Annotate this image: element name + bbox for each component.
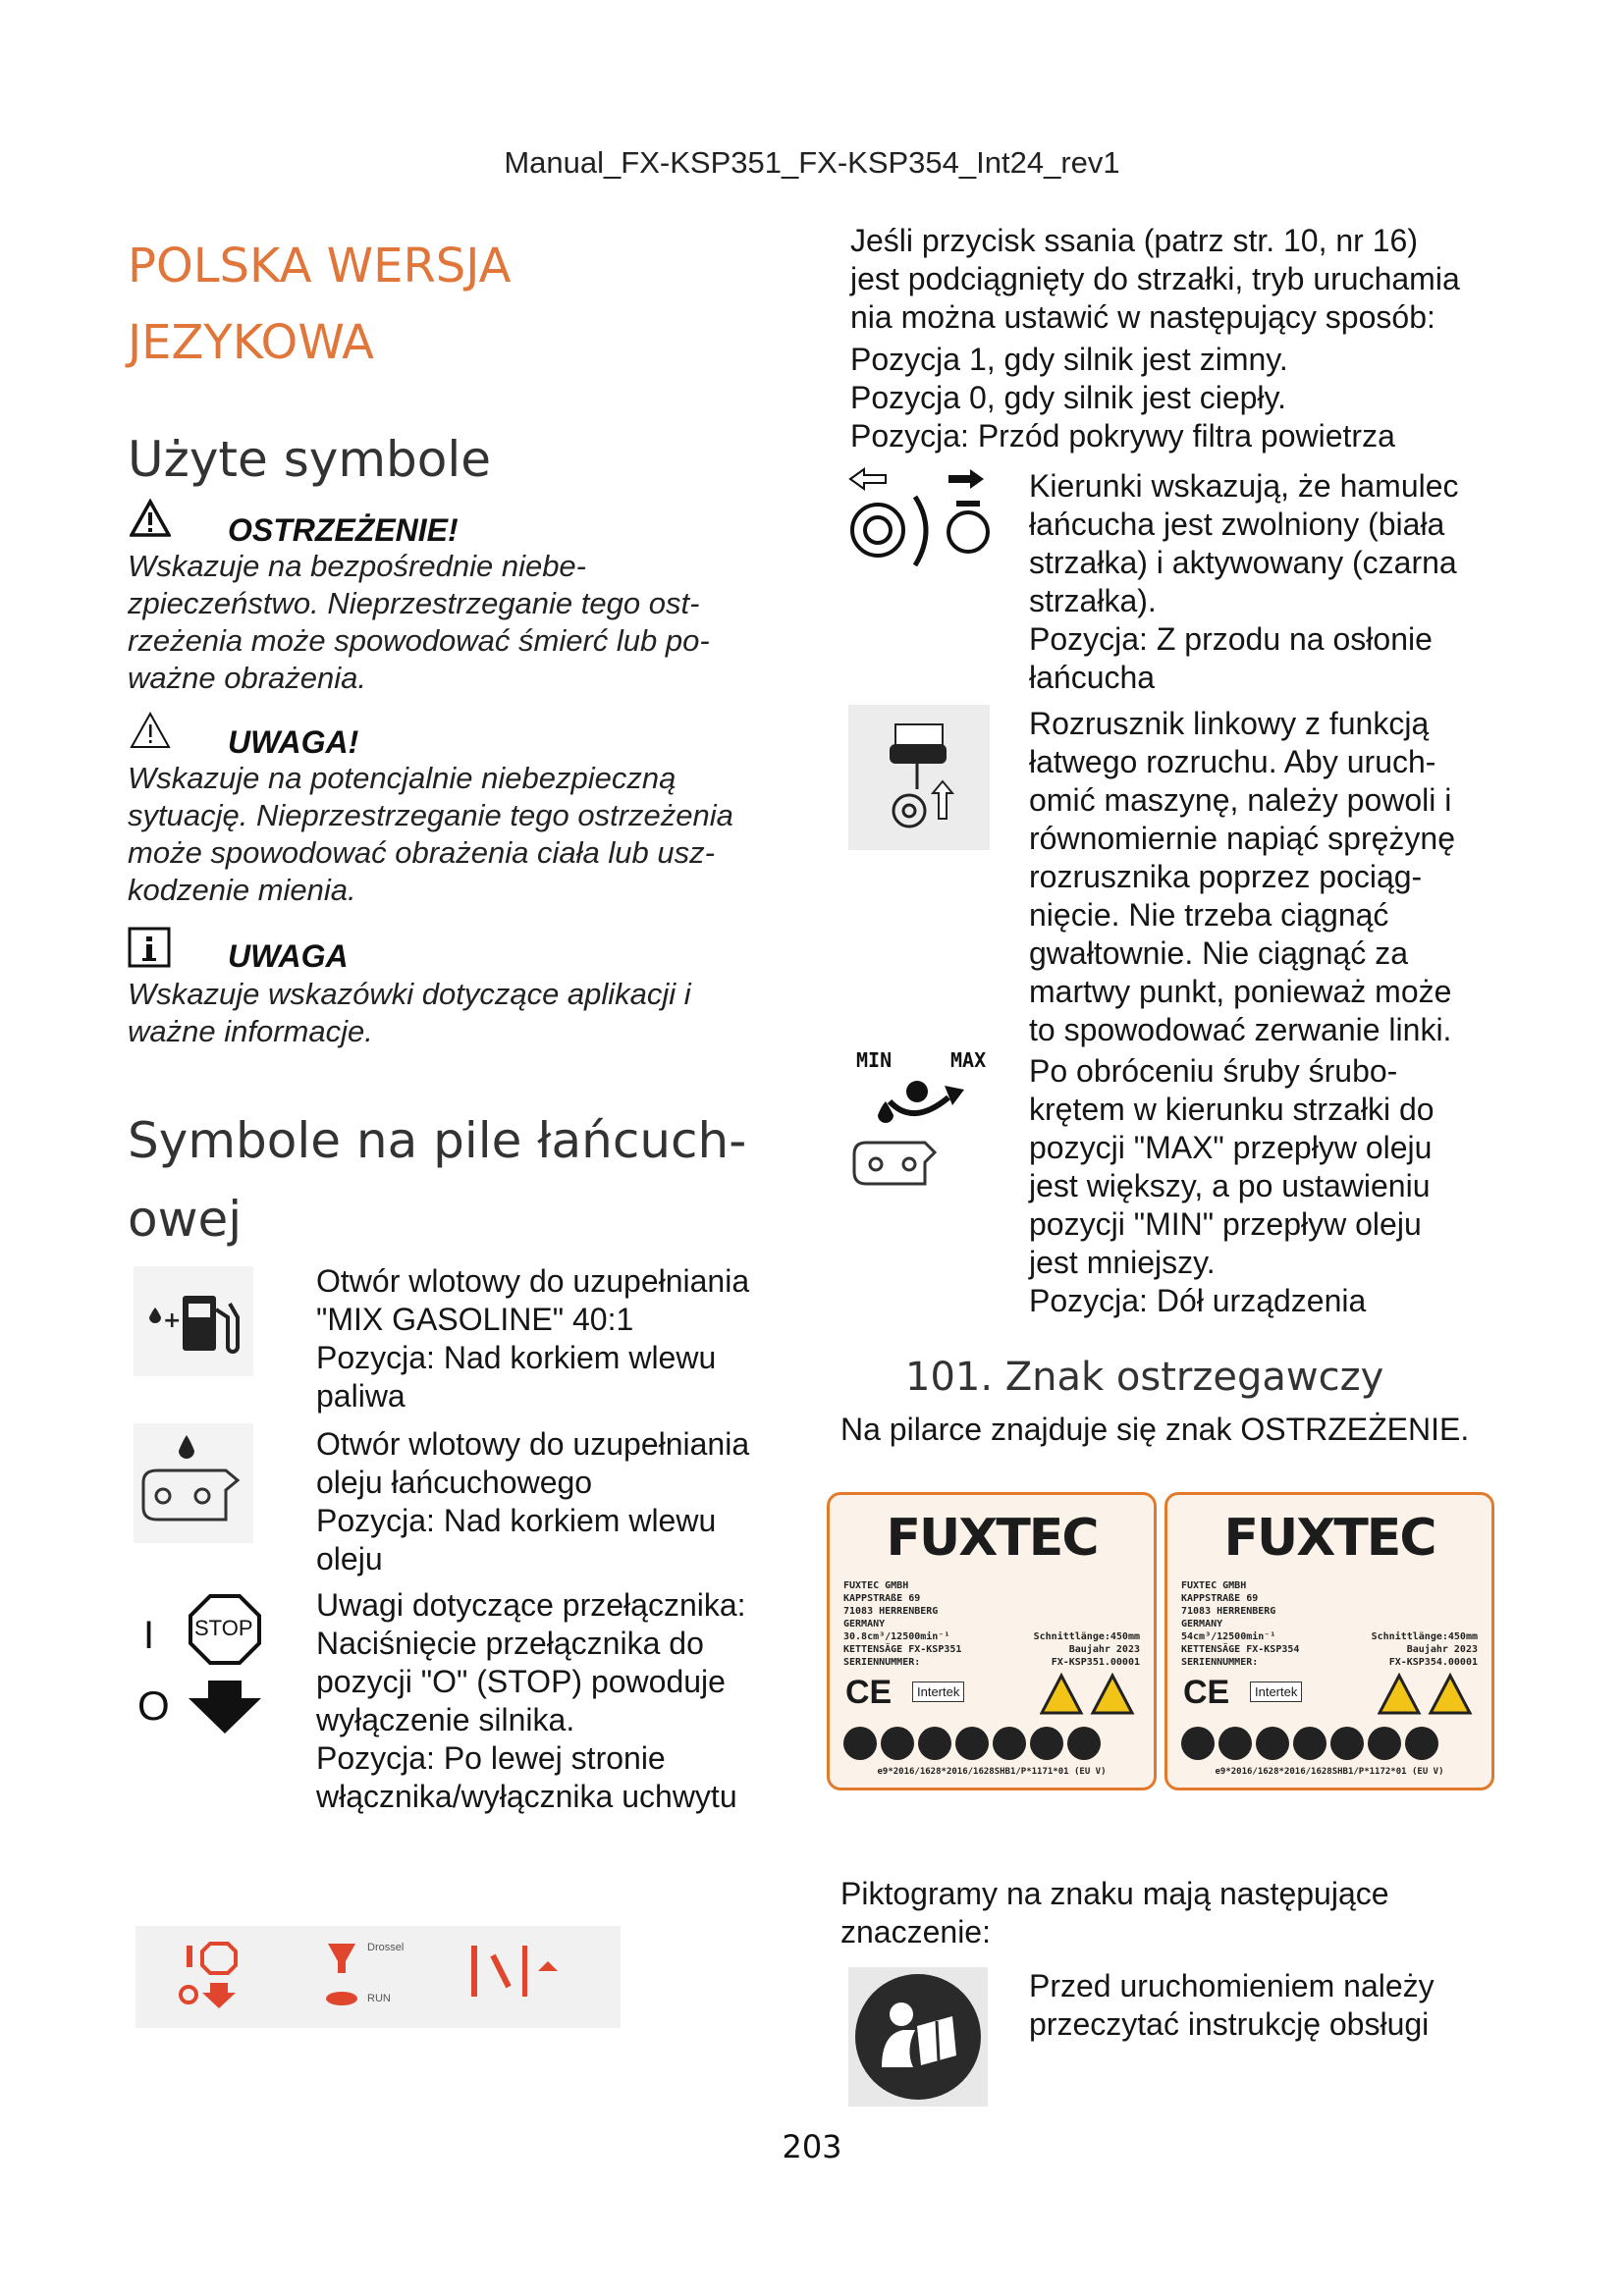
note-text	[128, 976, 785, 1050]
starter-text	[1029, 705, 1455, 1049]
caution-line: może spowodować obrażenia ciała lub usz-	[128, 835, 715, 870]
brake-line: łańcucha jest zwolniony (biała	[1029, 507, 1445, 542]
switch-line: wyłączenie silnika.	[316, 1702, 575, 1737]
switch-on-glyph: I	[143, 1614, 155, 1657]
ppe-icon	[1256, 1727, 1289, 1760]
ppe-icon	[843, 1727, 877, 1760]
ppe-icon	[993, 1727, 1026, 1760]
switch-line: włącznika/wyłącznika uchwytu	[316, 1779, 737, 1814]
intertek-mark: Intertek	[912, 1682, 964, 1702]
ppe-icon	[1405, 1727, 1438, 1760]
choke-line: Jeśli przycisk ssania (patrz str. 10, nr 16)	[850, 223, 1418, 258]
caution-text	[128, 760, 776, 909]
label-line: FX-KSP351.00001	[1051, 1657, 1140, 1668]
pictogram-intro-line: znaczenie:	[840, 1914, 991, 1949]
warning-line: rzeżenia może spowodować śmierć lub po-	[128, 623, 710, 658]
fuel-symbol-box	[134, 1266, 253, 1376]
oil-flow-text	[1029, 1052, 1435, 1320]
fuel-line: Otwór wlotowy do uzupełniania	[316, 1263, 750, 1299]
choke-line: Pozycja: Przód pokrywy filtra powietrza	[850, 418, 1395, 454]
ppe-icon	[955, 1727, 989, 1760]
read-manual-line: Przed uruchomieniem należy	[1029, 1968, 1435, 2003]
brake-line: Kierunki wskazują, że hamulec	[1029, 468, 1459, 504]
label-footer: e9*2016/1628*2016/1628SHB1/P*1171*01 (EU V)	[877, 1767, 1107, 1777]
starter-line: równomiernie napiąć sprężynę	[1029, 821, 1455, 856]
caution-title: UWAGA!	[228, 724, 359, 760]
section-used-symbols: Użyte symbole	[128, 431, 492, 488]
label-details-right	[1372, 1630, 1478, 1669]
read-manual-icon	[848, 1967, 988, 2107]
label-line: Schnittlänge:450mm	[1033, 1631, 1140, 1642]
oil-flow-line: pozycji "MIN" przepływ oleju	[1029, 1206, 1422, 1242]
ppe-icon	[1330, 1727, 1364, 1760]
starter-line: nięcie. Nie trzeba ciągnąć	[1029, 897, 1389, 933]
label-line: KETTENSÄGE FX-KSP354	[1181, 1644, 1300, 1655]
label-line: FUXTEC GMBH	[1181, 1580, 1247, 1591]
ce-mark: CE	[845, 1674, 893, 1711]
intertek-mark: Intertek	[1250, 1682, 1302, 1702]
switch-off-glyph: O	[137, 1682, 170, 1729]
ppe-icon	[1368, 1727, 1401, 1760]
ppe-icon	[1181, 1727, 1215, 1760]
choke-line: Pozycja 1, gdy silnik jest zimny.	[850, 342, 1288, 377]
oil-min-label: MIN	[856, 1048, 893, 1072]
label-brand: FUXTEC	[1223, 1509, 1435, 1568]
label-warning-triangles-icon	[1378, 1672, 1476, 1717]
fuel-line: "MIX GASOLINE" 40:1	[316, 1302, 634, 1337]
brake-line: strzałka).	[1029, 583, 1157, 618]
warning-line: zpieczeństwo. Nieprzestrzeganie tego ost-	[128, 586, 700, 620]
fuel-line: paliwa	[316, 1378, 406, 1414]
warning-label-ksp354	[1164, 1492, 1494, 1790]
label-footer: e9*2016/1628*2016/1628SHB1/P*1172*01 (EU V)	[1215, 1767, 1444, 1777]
pictogram-intro-line: Piktogramy na znaku mają następujące	[840, 1876, 1389, 1911]
oil-flow-line: Pozycja: Dół urządzenia	[1029, 1283, 1367, 1318]
language-title	[128, 228, 511, 381]
label-line: Baujahr 2023	[1068, 1644, 1140, 1655]
caution-line: sytuację. Nieprzestrzeganie tego ostrzeżenia	[128, 798, 733, 832]
ppe-icon	[881, 1727, 914, 1760]
chain-brake-symbol	[846, 467, 994, 575]
label-warning-triangles-icon	[1040, 1672, 1138, 1717]
starter-line: martwy punkt, ponieważ może	[1029, 974, 1452, 1009]
label-line: KAPPSTRAßE 69	[843, 1593, 921, 1604]
warning-line: Wskazuje na bezpośrednie niebe-	[128, 549, 586, 583]
brake-line: Pozycja: Z przodu na osłonie	[1029, 621, 1433, 657]
label-line: KAPPSTRAßE 69	[1181, 1593, 1259, 1604]
starter-line: to spowodować zerwanie linki.	[1029, 1012, 1452, 1047]
label-line: SERIENNUMMER:	[1181, 1657, 1259, 1668]
label-line: FX-KSP354.00001	[1388, 1657, 1478, 1668]
starter-line: gwałtownie. Nie ciągnąć za	[1029, 935, 1408, 971]
ce-mark: CE	[1183, 1674, 1230, 1711]
oil-max-label: MAX	[950, 1048, 987, 1072]
oil-line: oleju łańcuchowego	[316, 1465, 593, 1500]
ppe-icon	[1218, 1727, 1252, 1760]
note-line: Wskazuje wskazówki dotyczące aplikacji i	[128, 977, 691, 1011]
switch-symbol	[137, 1588, 275, 1735]
section-line: Symbole na pile łańcuch-	[128, 1112, 747, 1169]
label-details	[843, 1579, 961, 1669]
caution-line: kodzenie mienia.	[128, 873, 356, 907]
note-line: ważne informacje.	[128, 1014, 373, 1048]
caution-triangle-icon	[130, 711, 171, 750]
pictogram-intro	[840, 1875, 1389, 1951]
warning-label-ksp351	[827, 1492, 1157, 1790]
label-line: Schnittlänge:450mm	[1371, 1631, 1478, 1642]
switch-line: Uwagi dotyczące przełącznika:	[316, 1587, 746, 1623]
throttle-label: Drossel	[367, 1942, 405, 1953]
fuel-pump-icon	[134, 1266, 253, 1376]
label-details	[1181, 1579, 1299, 1669]
choke-text	[850, 222, 1460, 455]
rope-starter-icon	[848, 705, 990, 850]
starter-symbol-box	[848, 705, 990, 850]
oil-flow-line: pozycji "MAX" przepływ oleju	[1029, 1130, 1433, 1165]
brake-text	[1029, 467, 1459, 697]
label-line: 54cm³/12500min⁻¹	[1181, 1631, 1276, 1642]
label-line: FUXTEC GMBH	[843, 1580, 909, 1591]
starter-line: rozrusznika poprzez pociąg-	[1029, 859, 1423, 894]
oil-flow-symbol	[848, 1048, 996, 1196]
brake-line: strzałka) i aktywowany (czarna	[1029, 545, 1457, 580]
switch-line: Naciśnięcie przełącznika do	[316, 1626, 704, 1661]
label-brand: FUXTEC	[886, 1509, 1098, 1568]
oil-flow-line: jest mniejszy.	[1029, 1245, 1216, 1280]
read-manual-line: przeczytać instrukcję obsługi	[1029, 2006, 1430, 2042]
document-header: Manual_FX-KSP351_FX-KSP354_Int24_rev1	[504, 145, 1120, 180]
page-number: 203	[782, 2128, 842, 2165]
label-ppe-icons	[843, 1727, 1105, 1765]
label-details-right	[1034, 1630, 1140, 1669]
label-line: SERIENNUMMER:	[843, 1657, 921, 1668]
switch-text	[316, 1586, 746, 1816]
starter-line: łatwego rozruchu. Aby uruch-	[1029, 744, 1436, 779]
switch-line: Pozycja: Po lewej stronie	[316, 1740, 666, 1776]
oil-flow-line: krętem w kierunku strzałki do	[1029, 1092, 1435, 1127]
choke-line: jest podciągnięty do strzałki, tryb uruchamia	[850, 261, 1460, 296]
ppe-icon	[1030, 1727, 1063, 1760]
read-manual-text	[1029, 1967, 1435, 2044]
caution-line: Wskazuje na potencjalnie niebezpieczną	[128, 761, 677, 795]
oil-text	[316, 1425, 749, 1578]
section-chainsaw-symbols	[128, 1101, 746, 1258]
starter-line: omić maszynę, należy powoli i	[1029, 782, 1452, 818]
control-symbols-strip	[135, 1926, 621, 2028]
oil-symbol-box	[134, 1423, 253, 1543]
warning-text	[128, 548, 785, 697]
oil-line: oleju	[316, 1541, 383, 1576]
brake-line: łańcucha	[1029, 660, 1156, 695]
label-line: 71083 HERRENBERG	[843, 1606, 939, 1617]
warning-sign-text: Na pilarce znajduje się znak OSTRZEŻENIE.	[840, 1412, 1470, 1447]
ppe-icon	[1067, 1727, 1101, 1760]
choke-line: Pozycja 0, gdy silnik jest ciepły.	[850, 380, 1287, 415]
label-ppe-icons	[1181, 1727, 1442, 1765]
ppe-icon	[1293, 1727, 1326, 1760]
language-title-line1: POLSKA WERSJA	[128, 239, 512, 294]
label-line: GERMANY	[843, 1619, 886, 1629]
warning-line: ważne obrażenia.	[128, 661, 366, 695]
oil-flow-line: Po obróceniu śruby śrubo-	[1029, 1053, 1398, 1089]
switch-line: pozycji "O" (STOP) powoduje	[316, 1664, 726, 1699]
label-line: 71083 HERRENBERG	[1181, 1606, 1276, 1617]
warning-title: OSTRZEŻENIE!	[228, 512, 459, 548]
fuel-line: Pozycja: Nad korkiem wlewu	[316, 1340, 717, 1375]
label-line: GERMANY	[1181, 1619, 1223, 1629]
chain-brake-icon	[846, 467, 994, 575]
fuel-text	[316, 1262, 749, 1415]
read-manual-symbol-box	[848, 1967, 988, 2107]
starter-line: Rozrusznik linkowy z funkcją	[1029, 706, 1430, 741]
label-line: 30.8cm³/12500min⁻¹	[843, 1631, 950, 1642]
stop-label: STOP	[194, 1616, 253, 1640]
label-line: KETTENSÄGE FX-KSP351	[843, 1644, 962, 1655]
choke-line: nia można ustawić w następujący sposób:	[850, 299, 1435, 335]
run-label: RUN	[367, 1993, 391, 2004]
stop-arrow-icon	[183, 1588, 271, 1735]
oil-line: Pozycja: Nad korkiem wlewu	[316, 1503, 717, 1538]
warning-triangle-icon	[130, 499, 171, 538]
oil-flow-line: jest większy, a po ustawieniu	[1029, 1168, 1431, 1203]
warning-sign-heading: 101. Znak ostrzegawczy	[905, 1355, 1384, 1400]
label-line: Baujahr 2023	[1406, 1644, 1478, 1655]
info-icon	[128, 927, 171, 968]
section-line: owej	[128, 1191, 243, 1248]
svg-text:+: +	[163, 1308, 182, 1333]
ppe-icon	[918, 1727, 951, 1760]
note-title: UWAGA	[228, 938, 349, 974]
oil-line: Otwór wlotowy do uzupełniania	[316, 1426, 750, 1462]
oil-chain-icon	[134, 1423, 253, 1543]
language-title-line2: JEZYKOWA	[128, 315, 374, 370]
